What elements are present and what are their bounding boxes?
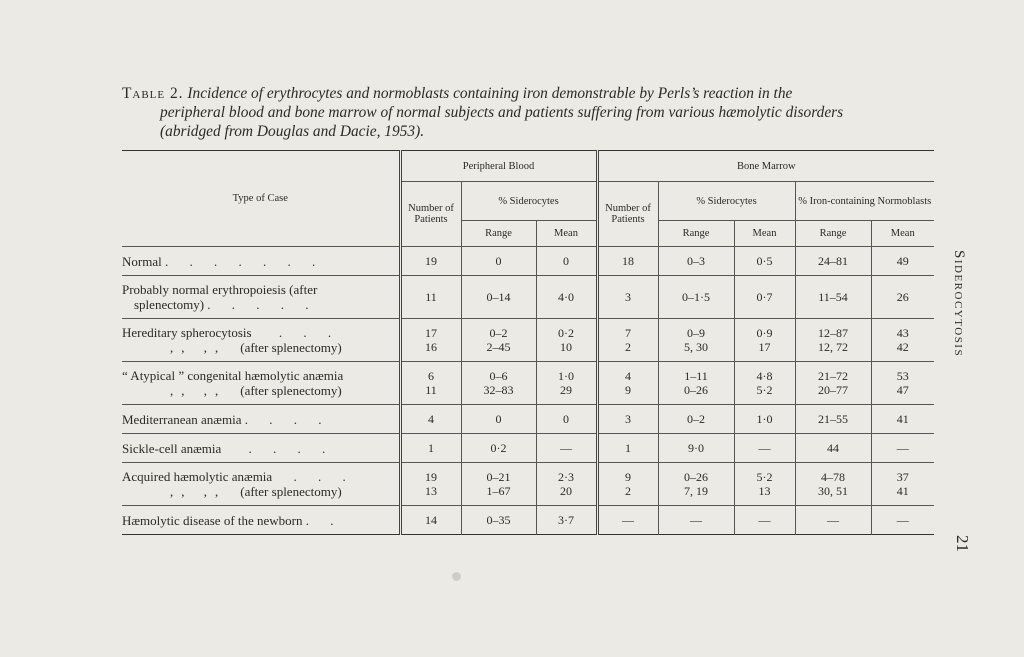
case-atypical-splenectomy: (after splenectomy) (240, 383, 342, 398)
table-caption (122, 84, 937, 141)
cell: — (795, 506, 871, 535)
cell: 19 (400, 247, 461, 276)
running-title: Siderocytosis (951, 250, 967, 358)
cell: — (871, 434, 934, 463)
cell: 20–77 (818, 383, 848, 397)
cell: 0 (536, 405, 597, 434)
cell: — (597, 506, 658, 535)
cell: 19 (425, 470, 437, 484)
cell: 4–78 (821, 470, 845, 484)
data-table (122, 150, 934, 535)
cell: — (734, 434, 795, 463)
cell: 0–1·5 (658, 276, 734, 319)
cell: 0 (461, 247, 536, 276)
cell: 13 (425, 484, 437, 498)
header-nb-range: Range (795, 221, 871, 247)
cell: 5, 30 (684, 340, 708, 354)
cell: 2·3 (558, 470, 574, 484)
cell: 13 (758, 484, 771, 498)
header-bm-siderocytes: % Siderocytes (658, 182, 795, 221)
cell: 14 (400, 506, 461, 535)
cell: 6 (428, 369, 434, 383)
cell: 0–9 (687, 326, 705, 340)
cell: 41 (896, 484, 909, 498)
header-nb-mean: Mean (871, 221, 934, 247)
leader-dots: . . . . (244, 411, 331, 427)
cell: 42 (896, 340, 909, 354)
leader-dots: . . (305, 512, 343, 528)
cell: — (536, 434, 597, 463)
cell: — (734, 506, 795, 535)
header-bm-range: Range (658, 221, 734, 247)
cell: 37 (896, 470, 909, 484)
cell: 11 (400, 276, 461, 319)
case-acquired-splenectomy: (after splenectomy) (240, 484, 342, 499)
cell: 5·2 (756, 470, 773, 484)
case-hereditary: Hereditary spherocytosis (122, 325, 252, 340)
cell: 53 (896, 369, 909, 383)
cell: 26 (871, 276, 934, 319)
cell: 16 (425, 340, 437, 354)
cell: 0–21 (486, 470, 511, 484)
cell: 47 (896, 383, 909, 397)
cell: 0–6 (489, 369, 508, 383)
cell: — (871, 506, 934, 535)
cell: 30, 51 (818, 484, 848, 498)
cell: 0·7 (734, 276, 795, 319)
cell: 24–81 (795, 247, 871, 276)
cell: 1–67 (486, 484, 511, 498)
cell: 11–54 (795, 276, 871, 319)
cell: 2 (625, 484, 631, 498)
header-iron-normoblasts: % Iron-containing Normoblasts (795, 182, 934, 221)
cell: 0–2 (658, 405, 734, 434)
case-atypical: “ Atypical ” congenital hæmolytic anæmia (122, 368, 344, 383)
cell: 0 (461, 405, 536, 434)
header-peripheral-blood: Peripheral Blood (400, 151, 597, 182)
cell: 21–55 (795, 405, 871, 434)
row-sickle-cell (122, 434, 934, 463)
cell: 9·0 (658, 434, 734, 463)
case-mediterranean: Mediterranean anæmia (122, 411, 242, 427)
cell: 4·0 (536, 276, 597, 319)
header-pb-number-of-patients: Number of Patients (400, 182, 461, 247)
cell: 49 (871, 247, 934, 276)
header-pb-range: Range (461, 221, 536, 247)
cell: 29 (560, 383, 572, 397)
leader-dots: . . . (278, 325, 341, 340)
cell: 0–26 (684, 470, 708, 484)
caption-line-3: (abridged from Douglas and Dacie, 1953). (160, 123, 425, 140)
cell: 7 (625, 326, 631, 340)
case-hereditary-splenectomy: (after splenectomy) (240, 340, 342, 355)
ditto-marks: ,, ,, (170, 340, 227, 355)
cell: 9 (625, 470, 631, 484)
caption-line-2: peripheral blood and bone marrow of normal subjects and patients suffering from various hæmolytic disorders (160, 104, 844, 121)
cell: 2–45 (486, 340, 511, 354)
row-newborn (122, 506, 934, 535)
ditto-marks: ,, ,, (170, 484, 227, 499)
cell: 21–72 (818, 369, 848, 383)
row-normal (122, 247, 934, 276)
cell: 44 (795, 434, 871, 463)
cell: 1 (400, 434, 461, 463)
caption-line-1: Incidence of erythrocytes and normoblasts containing iron demonstrable by Perls’s reaction in the (187, 85, 793, 102)
cell: 2 (625, 340, 631, 354)
case-normal: Normal (122, 253, 162, 269)
row-mediterranean (122, 405, 934, 434)
header-type-of-case: Type of Case (122, 151, 400, 247)
cell: 32–83 (483, 383, 514, 397)
cell: 12, 72 (818, 340, 848, 354)
header-bm-number-of-patients: Number of Patients (597, 182, 658, 247)
leader-dots: . . . . . (207, 297, 318, 312)
cell: 3·7 (536, 506, 597, 535)
case-probably-normal-2: splenectomy) (134, 297, 205, 312)
row-acquired (122, 463, 934, 506)
cell: 0·2 (461, 434, 536, 463)
cell: 0·9 (756, 326, 773, 340)
paper-spot (452, 572, 461, 581)
cell: 1 (597, 434, 658, 463)
cell: 0·5 (734, 247, 795, 276)
case-acquired: Acquired hæmolytic anæmia (122, 469, 273, 484)
cell: 1·0 (734, 405, 795, 434)
cell: 4 (400, 405, 461, 434)
cell: 0–2 (489, 326, 508, 340)
cell: 0·2 (558, 326, 574, 340)
cell: 20 (560, 484, 572, 498)
cell: — (658, 506, 734, 535)
cell: 0–26 (684, 383, 708, 397)
cell: 3 (597, 405, 658, 434)
cell: 4 (625, 369, 631, 383)
ditto-marks: ,, ,, (170, 383, 227, 398)
header-bm-mean: Mean (734, 221, 795, 247)
cell: 7, 19 (684, 484, 708, 498)
header-pb-siderocytes: % Siderocytes (461, 182, 597, 221)
leader-dots: . . . . . . . (164, 253, 325, 269)
cell: 0–35 (461, 506, 536, 535)
cell: 0–3 (658, 247, 734, 276)
cell: 3 (597, 276, 658, 319)
cell: 4·8 (756, 369, 773, 383)
cell: 10 (560, 340, 572, 354)
cell: 0–14 (461, 276, 536, 319)
cell: 17 (758, 340, 771, 354)
cell: 0 (536, 247, 597, 276)
cell: 43 (896, 326, 909, 340)
leader-dots: . . . (293, 469, 355, 484)
cell: 1·0 (558, 369, 574, 383)
case-newborn: Hæmolytic disease of the newborn (122, 512, 303, 528)
cell: 18 (597, 247, 658, 276)
case-probably-normal-1: Probably normal erythropoiesis (after (122, 282, 318, 297)
header-pb-mean: Mean (536, 221, 597, 247)
case-sickle-cell: Sickle-cell anæmia (122, 440, 222, 456)
cell: 17 (425, 326, 437, 340)
cell: 11 (425, 383, 437, 397)
cell: 5·2 (756, 383, 773, 397)
page-number: 21 (953, 535, 972, 552)
row-atypical (122, 362, 934, 405)
cell: 41 (871, 405, 934, 434)
cell: 9 (625, 383, 631, 397)
row-probably-normal (122, 276, 934, 319)
cell: 12–87 (818, 326, 848, 340)
row-hereditary-spherocytosis (122, 319, 934, 362)
table-label: Table 2. (122, 85, 184, 102)
header-bone-marrow: Bone Marrow (736, 160, 796, 172)
cell: 1–11 (684, 369, 708, 383)
leader-dots: . . . . (248, 440, 335, 456)
